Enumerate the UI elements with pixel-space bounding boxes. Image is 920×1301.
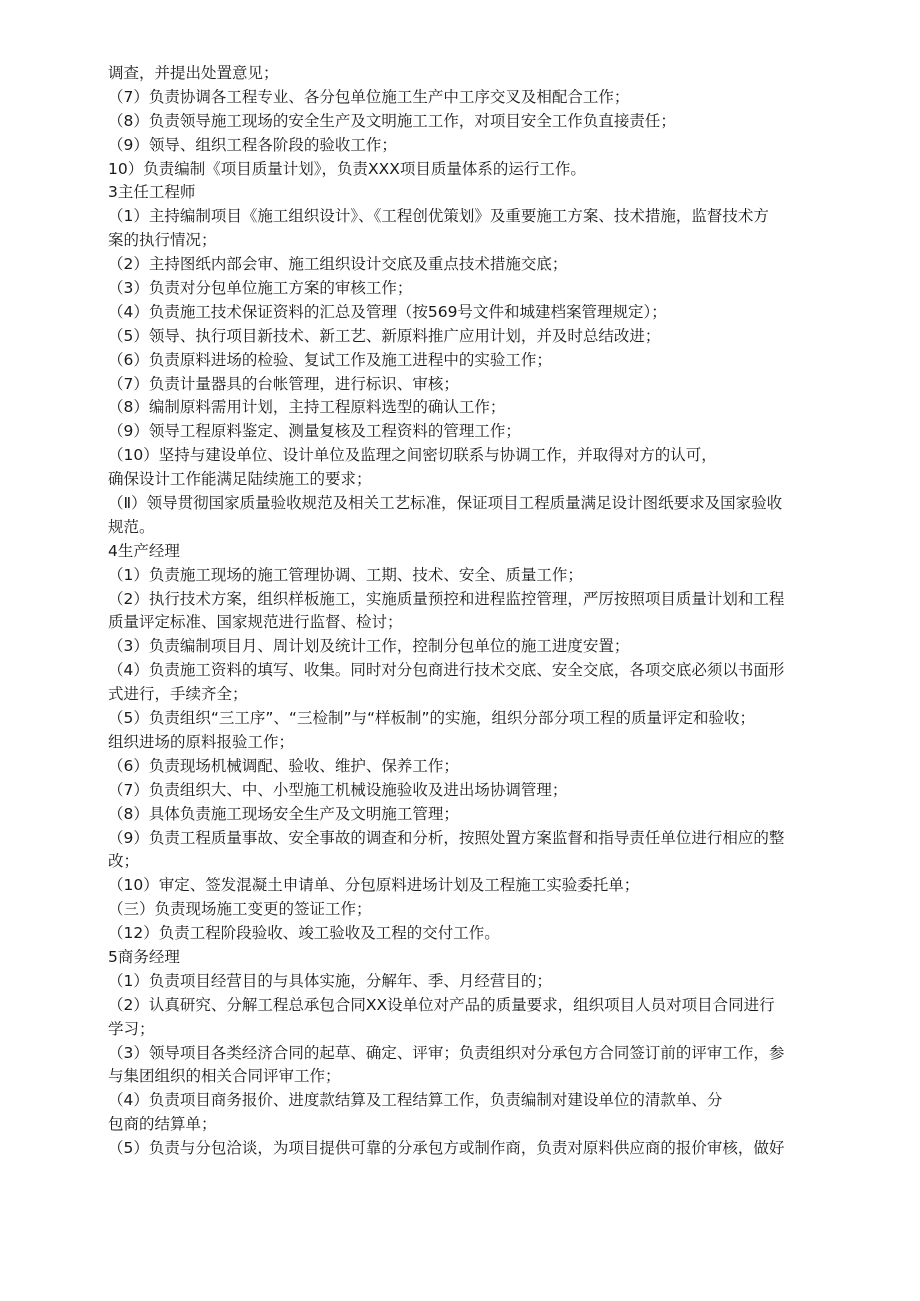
text-line: （5）负责组织“三工序”、“三检制”与“样板制”的实施，组织分部分项工程的质量评定和验收；	[108, 709, 756, 728]
text-line: （10）审定、签发混凝土申请单、分包原料进场计划及工程施工实验委托单；	[108, 876, 640, 895]
text-line: 包商的结算单；	[108, 1115, 217, 1134]
text-line: （2）认真研究、分解工程总承包合同XX设单位对产品的质量要求，组织项目人员对项目合同进行	[108, 995, 775, 1014]
text-line: （1）负责项目经营目的与具体实施，分解年、季、月经营目的；	[108, 971, 552, 990]
section-heading: 5商务经理	[108, 947, 180, 966]
document-body	[108, 62, 868, 1161]
text-line: （7）负责计量器具的台帐管理，进行标识、审核；	[108, 374, 459, 393]
text-line: （5）负责与分包洽谈，为项目提供可靠的分承包方或制作商，负责对原料供应商的报价审核，做好	[108, 1139, 785, 1158]
text-line: （3）负责对分包单位施工方案的审核工作；	[108, 279, 413, 298]
text-line: （8）负责领导施工现场的安全生产及文明施工工作，对项目安全工作负直接责任；	[108, 111, 676, 130]
text-line: 改；	[108, 852, 140, 871]
text-line: （9）负责工程质量事故、安全事故的调查和分析，按照处置方案监督和指导责任单位进行相应的整	[108, 828, 785, 847]
text-line: （8）编制原料需用计划，主持工程原料选型的确认工作；	[108, 398, 506, 417]
text-line: 案的执行情况；	[108, 231, 217, 250]
text-line: （3）负责编制项目月、周计划及统计工作，控制分包单位的施工进度安置；	[108, 637, 630, 656]
text-line: （2）主持图纸内部会审、施工组织设计交底及重点技术措施交底；	[108, 255, 568, 274]
text-line: 组织进场的原料报验工作；	[108, 732, 295, 751]
text-line: （Ⅱ）领导贯彻国家质量验收规范及相关工艺标准，保证项目工程质量满足设计图纸要求及国家验收	[108, 494, 783, 513]
text-line: 规范。	[108, 517, 155, 536]
text-line: （7）负责协调各工程专业、各分包单位施工生产中工序交叉及相配合工作；	[108, 87, 630, 106]
text-line: （3）领导项目各类经济合同的起草、确定、评审；负责组织对分承包方合同签订前的评审工作，参	[108, 1043, 785, 1062]
text-line: 质量评定标准、国家规范进行监督、检讨；	[108, 613, 403, 632]
text-line: （5）领导、执行项目新技术、新工艺、新原料推广应用计划，并及时总结改进；	[108, 326, 661, 345]
text-line: 调查，并提出处置意见；	[108, 64, 279, 82]
text-line: （7）负责组织大、中、小型施工机械设施验收及进出场协调管理；	[108, 780, 568, 799]
text-line: （1）主持编制项目《施工组织设计》、《工程创优策划》及重要施工方案、技术措施，监督技术方	[108, 207, 769, 226]
text-line: （三）负责现场施工变更的签证工作；	[108, 900, 372, 919]
text-line: （8）具体负责施工现场安全生产及文明施工管理；	[108, 804, 459, 823]
text-line: （9）领导工程原料鉴定、测量复核及工程资料的管理工作；	[108, 422, 521, 441]
text-line: （4）负责项目商务报价、进度款结算及工程结算工作，负责编制对建设单位的清款单、分	[108, 1091, 723, 1110]
text-line: 式进行，手续齐全；	[108, 685, 248, 704]
text-line: （10）坚持与建设单位、设计单位及监理之间密切联系与协调工作，并取得对方的认可，	[108, 446, 717, 465]
text-line: 与集团组织的相关合同评审工作；	[108, 1067, 341, 1086]
text-line: （6）负责现场机械调配、验收、维护、保养工作；	[108, 756, 459, 775]
text-line: 10）负责编制《项目质量计划》，负责XXX项目质量体系的运行工作。	[108, 159, 586, 178]
text-line: （2）执行技术方案，组织样板施工，实施质量预控和进程监控管理，严厉按照项目质量计划和工程	[108, 589, 785, 608]
section-heading: 4生产经理	[108, 541, 180, 560]
section-heading: 3主任工程师	[108, 183, 196, 202]
text-line: （4）负责施工资料的填写、收集。同时对分包商进行技术交底、安全交底，各项交底必须以书面形	[108, 661, 785, 680]
text-line: （4）负责施工技术保证资料的汇总及管理（按569号文件和城建档案管理规定）；	[108, 302, 667, 321]
text-line: 学习；	[108, 1019, 155, 1038]
text-line: （12）负责工程阶段验收、竣工验收及工程的交付工作。	[108, 924, 500, 943]
text-line: （6）负责原料进场的检验、复试工作及施工进程中的实验工作；	[108, 350, 552, 369]
text-line: （1）负责施工现场的施工管理协调、工期、技术、安全、质量工作；	[108, 565, 583, 584]
text-line: （9）领导、组织工程各阶段的验收工作；	[108, 135, 397, 154]
text-line: 确保设计工作能满足陆续施工的要求；	[108, 470, 372, 489]
